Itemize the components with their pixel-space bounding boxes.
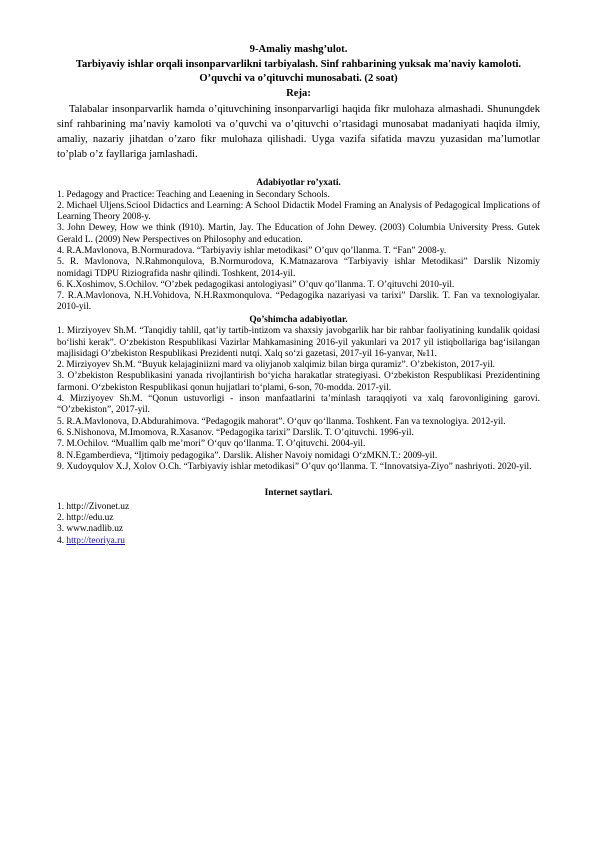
additional-reference-item: 4. Mirziyoyev Sh.M. “Qonun ustuvorligi - inson manfaatlarini ta’minlash taraqqiyoti va xalq farovonligining garovi. “O’zbekiston”, 2017-yil. — [57, 394, 540, 416]
reference-item: 7. R.A.Mavlonova, N.H.Vohidova, N.H.Raxmonqulova. “Pedagogika nazariyasi va tarixi” Darslik. T. Fan va texnologiyalar. 2010-yil. — [57, 291, 540, 313]
reference-item: 1. Pedagogy and Practice: Teaching and Leaening in Secondary Schools. — [57, 189, 330, 200]
reference-item: 5. R. Mavlonova, N.Rahmonqulova, B.Normurodova, K.Matnazarova “Tarbiyaviy ishlar Metodikasi” Darslik Nizomiy nomidagi TDPU Riziografida nashr qilindi. Toshkent, 2014-yil. — [57, 257, 540, 279]
reference-item: 3. John Dewey, How we think (I910). Martin, Jay. The Education of John Dewey. (2003) Columbia University Press. Gutek Gerald L. (2009) New Perspectives on Philosophy and education. — [57, 223, 540, 245]
additional-reference-item: 2. Mirziyoyev Sh.M. “Buyuk kelajaginiizni mard va oliyjanob xalqimiz bilan birga quramiz”. O’zbekiston, 2017-yil. — [57, 360, 496, 371]
internet-site-item: 2. http://edu.uz — [57, 512, 114, 523]
additional-references-list — [57, 326, 540, 473]
teoriya-link[interactable]: http://teoriya.ru — [66, 535, 125, 546]
reference-item: 6. K.Xoshimov, S.Ochilov. “O’zbek pedagogikasi antologiyasi” O’quv qo’llanma. T. O’qituvchi 2010-yil. — [57, 279, 455, 290]
internet-sites-heading: Internet saytlari. — [264, 488, 333, 499]
additional-reference-item: 3. O’zbekiston Respublikasini yanada rivojlantirish bo‘yicha harakatlar strategiyasi. O‘zbekiston Respublikasi Prezidentining farmoni. O‘zbekiston Respublikasi qonun hujjatlari to‘plami, 6-son, 70-modda. 2017-yil. — [57, 371, 540, 393]
additional-reference-item: 5. R.A.Mavlonova, D.Abdurahimova. “Pedagogik mahorat”. O‘quv qo‘llanma. Toshkent. Fan va texnologiya. 2012-yil. — [57, 416, 506, 427]
references-heading: Adabiyotlar ro’yxati. — [256, 178, 341, 188]
document-title: 9-Amaliy mashg’ulot. — [249, 44, 348, 55]
internet-sites-list — [57, 502, 540, 547]
document-subtitle: Tarbiyaviy ishlar orqali insonparvarlikni tarbiyalash. Sinf rahbarining yuksak ma'naviy kamoloti. O’quvchi va o’qituvchi munosabati. (2 soat) — [75, 58, 522, 84]
additional-reference-item: 8. N.Egamberdieva, “Ijtimoiy pedagogika”. Darslik. Alisher Navoiy nomidagi O‘zMKN.T.: 2009-yil. — [57, 450, 438, 461]
reference-item: 4. R.A.Mavlonova, B.Normuradova. “Tarbiyaviy ishlar metodikasi” O’quv qo’llanma. T. “Fan” 2008-y. — [57, 245, 447, 256]
intro-paragraph: Talabalar insonparvarlik hamda o’qituvchining insonparvarligi haqida fikr mulohaza almashadi. Shunungdek sinf rahbarining ma’naviy kamoloti va o’quvchi va o’qituvchi o’rtasidagi munosabat madaniyati haqida ilmiy, amaliy, nazariy jihatdan o’zaro fikr mulohaza qilishadi. Uyga vazifa sifatida mavzu yuzasidan ma’lumotlar to’plab o’z fayllariga jamlashadi. — [57, 104, 540, 160]
additional-reference-item: 9. Xudoyqulov X.J, Xolov O.Ch. “Tarbiyaviy ishlar metodikasi” O’quv qo‘llanma. T. “Innovatsiya-Ziyo” nashriyoti. 2020-yil. — [57, 461, 532, 472]
additional-reference-item: 1. Mirziyoyev Sh.M. “Tanqidiy tahlil, qat’iy tartib-intizom va shaxsiy javobgarlik har bir rahbar faoliyatining kundalik qoidasi bo‘lishi kerak”. O‘zbekiston Respublikasi Vazirlar Mahkamasining 2016-yil yakunlari va 2017 yil istiqbollariga bag‘isilangan majlisidagi O’zbekiston Respublikasi Prezidenti nutqi. Xalq so‘zi gazetasi, 2017-yil 16-yanvar, №11. — [57, 326, 540, 359]
internet-site-item: 3. www.nadlib.uz — [57, 524, 124, 535]
additional-reference-item: 7. M.Ochilov. “Muallim qalb me’mori” O‘quv qo‘llanma. T. O’qituvchi. 2004-yil. — [57, 439, 366, 450]
additional-references-heading: Qo’shimcha adabiyotlar. — [249, 314, 348, 325]
additional-reference-item: 6. S.Nishonova, M.Imomova, R.Xasanov. “Pedagogika tarixi” Darslik. T. O’qituvchi. 1996-yil. — [57, 427, 414, 438]
internet-site-item — [57, 536, 540, 547]
internet-site-item: 1. http://Zivonet.uz — [57, 501, 130, 512]
references-list — [57, 190, 540, 314]
reference-item: 2. Michael Uljens.Sciool Didactics and Learning: A School Didactik Model Framing an Analysis of Pedagogical Implications of Learning Theory 2008-y. — [57, 200, 540, 223]
reja-label: Reja: — [286, 87, 311, 99]
internet-site-number: 4. — [57, 535, 67, 546]
